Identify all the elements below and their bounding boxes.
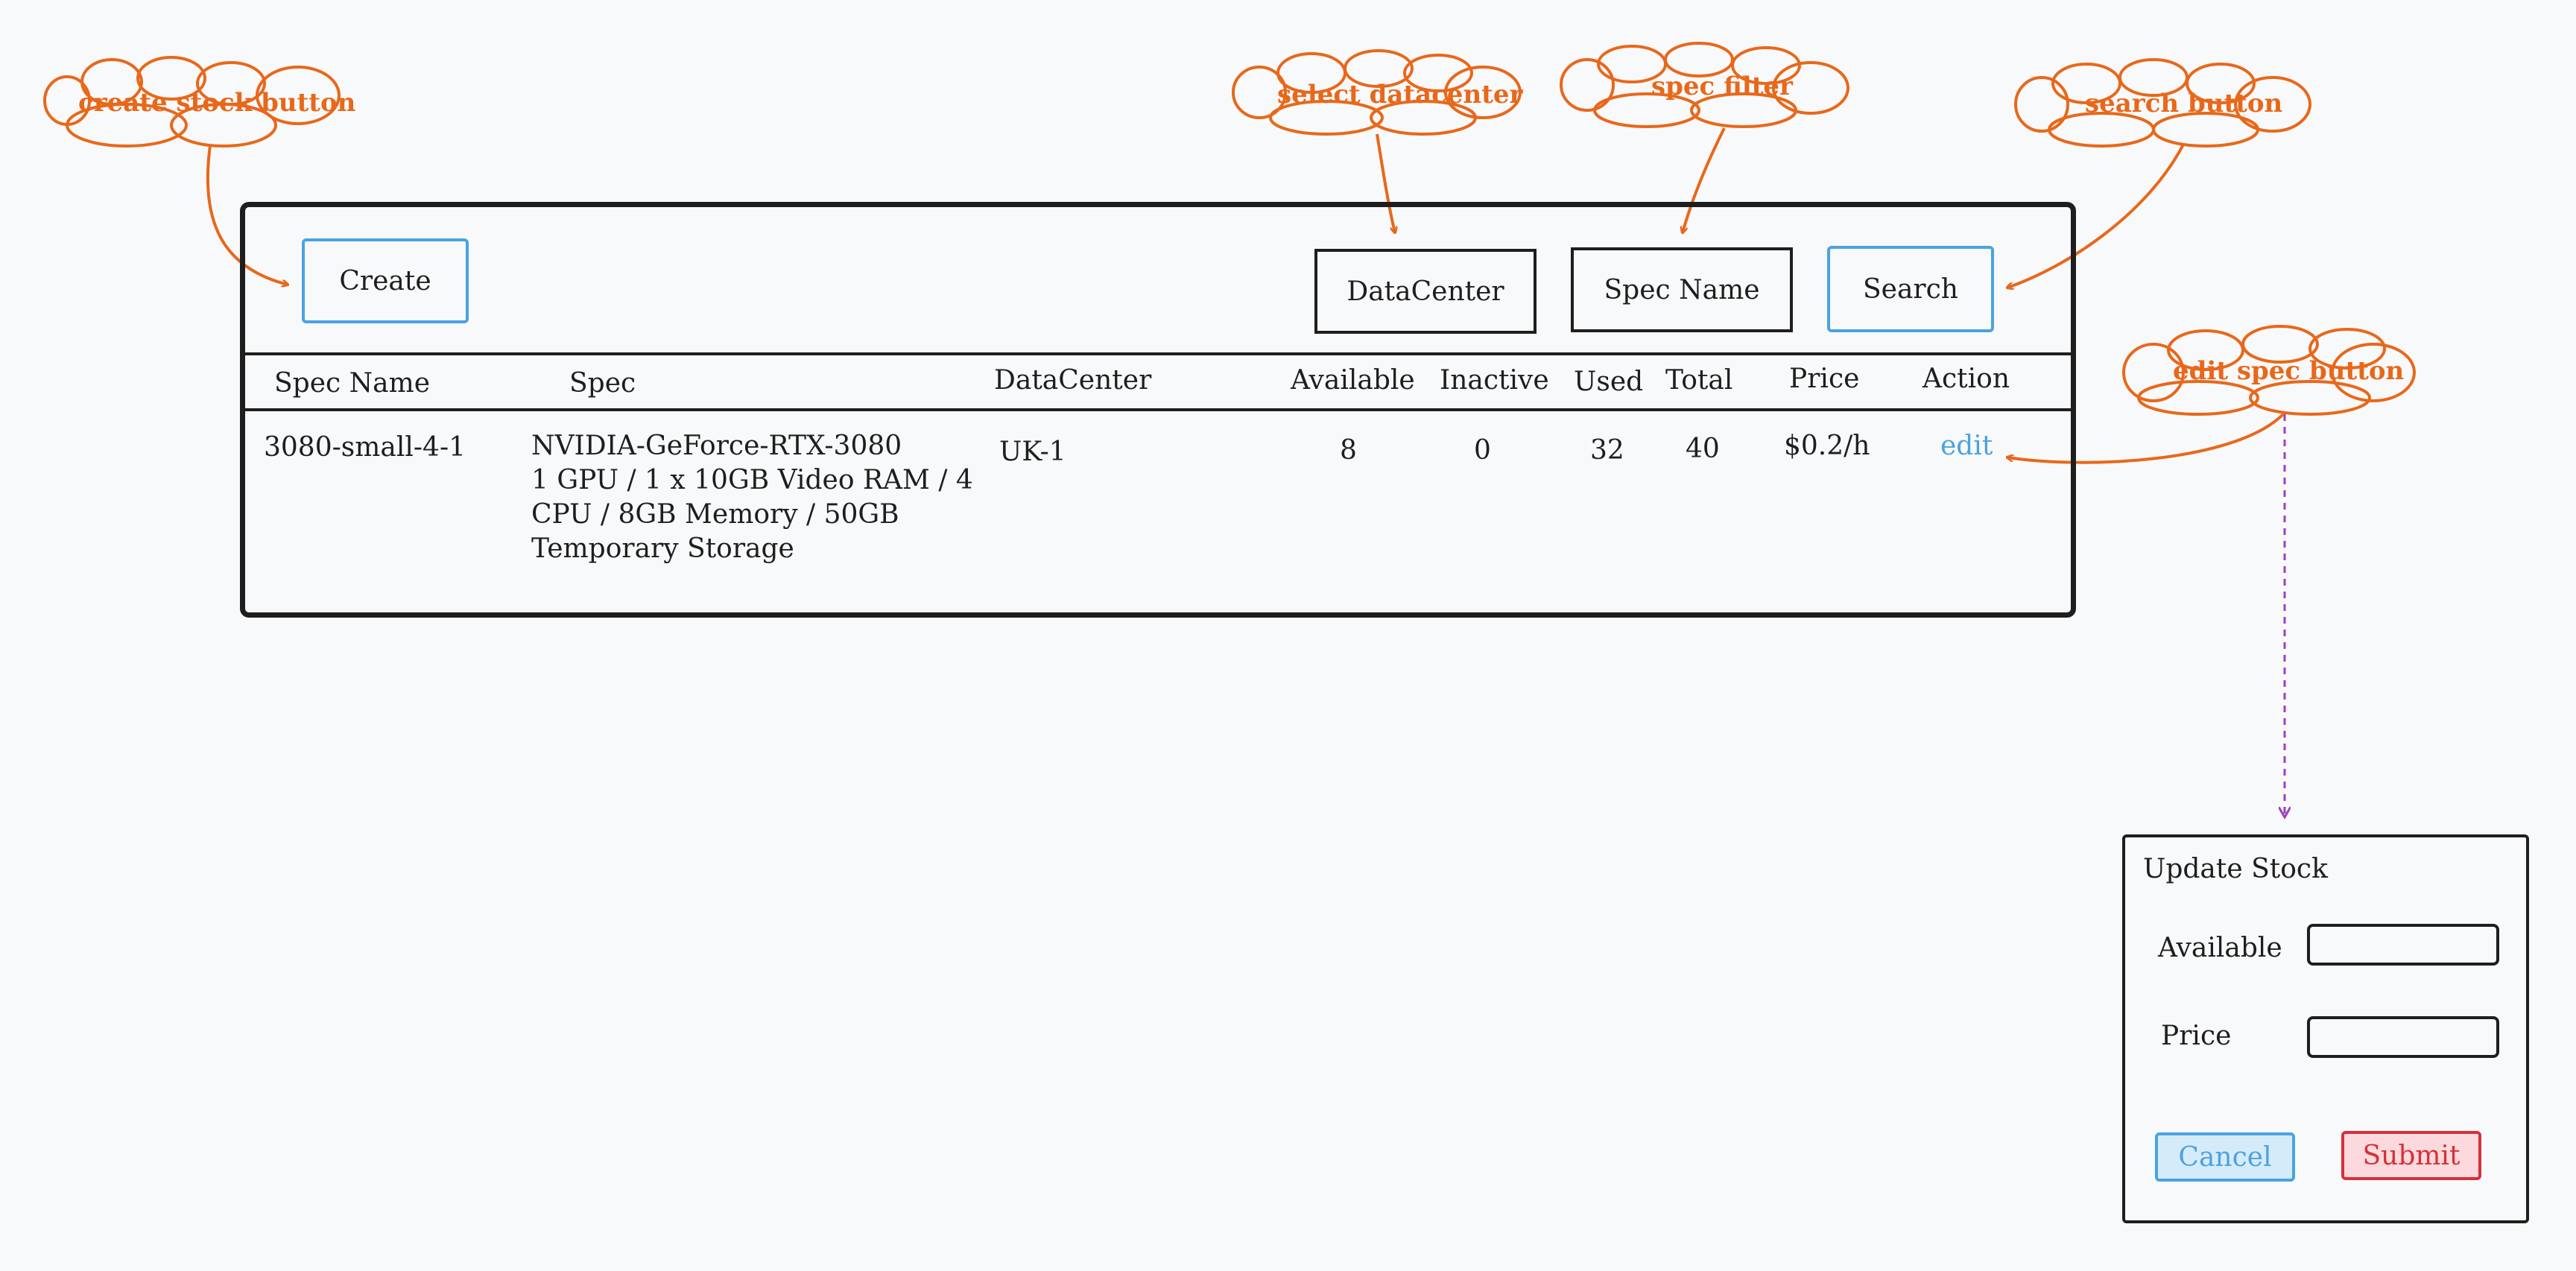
- row-spec-description: [531, 429, 973, 566]
- price-input[interactable]: [2307, 1016, 2499, 1058]
- column-header-total: Total: [1665, 365, 1733, 396]
- row-available: 8: [1340, 435, 1357, 466]
- spec-name-filter[interactable]: Spec Name: [1571, 247, 1793, 332]
- available-label: Available: [2158, 933, 2282, 963]
- column-header-available: Available: [1291, 365, 1415, 396]
- annotation-spec-filter: spec filter: [1651, 72, 1793, 101]
- dialog-title: Update Stock: [2143, 854, 2328, 884]
- annotation-search: search button: [2085, 89, 2283, 118]
- row-total: 40: [1686, 434, 1720, 464]
- spec-line: Temporary Storage: [531, 533, 794, 564]
- row-datacenter: UK-1: [999, 437, 1066, 467]
- table-header-top-divider: [240, 352, 2076, 355]
- row-spec-name: 3080-small-4-1: [264, 432, 466, 463]
- search-button[interactable]: Search: [1827, 246, 1994, 332]
- column-header-action: Action: [1922, 364, 2010, 394]
- spec-line: CPU / 8GB Memory / 50GB: [531, 499, 899, 530]
- price-label: Price: [2161, 1021, 2232, 1051]
- cancel-button[interactable]: Cancel: [2155, 1132, 2295, 1182]
- column-header-spec-name: Spec Name: [274, 368, 431, 399]
- spec-line: 1 GPU / 1 x 10GB Video RAM / 4: [531, 465, 973, 495]
- spec-line: NVIDIA-GeForce-RTX-3080: [531, 431, 902, 461]
- column-header-price: Price: [1789, 364, 1860, 394]
- annotation-create-stock: create stock button: [78, 88, 356, 118]
- table-header-bottom-divider: [240, 408, 2076, 411]
- column-header-used: Used: [1574, 367, 1644, 397]
- annotation-edit-spec: edit spec button: [2173, 356, 2405, 386]
- submit-button[interactable]: Submit: [2341, 1131, 2481, 1180]
- column-header-spec: Spec: [569, 368, 636, 399]
- row-inactive: 0: [1474, 435, 1491, 466]
- row-price: $0.2/h: [1784, 431, 1870, 461]
- edit-link[interactable]: edit: [1940, 431, 1993, 461]
- column-header-datacenter: DataCenter: [994, 365, 1152, 396]
- available-input[interactable]: [2307, 924, 2499, 966]
- row-used: 32: [1590, 435, 1624, 466]
- datacenter-select[interactable]: DataCenter: [1314, 249, 1537, 334]
- annotation-select-datacenter: select datacenter: [1277, 80, 1523, 110]
- column-header-inactive: Inactive: [1440, 365, 1549, 396]
- create-button[interactable]: Create: [302, 238, 469, 323]
